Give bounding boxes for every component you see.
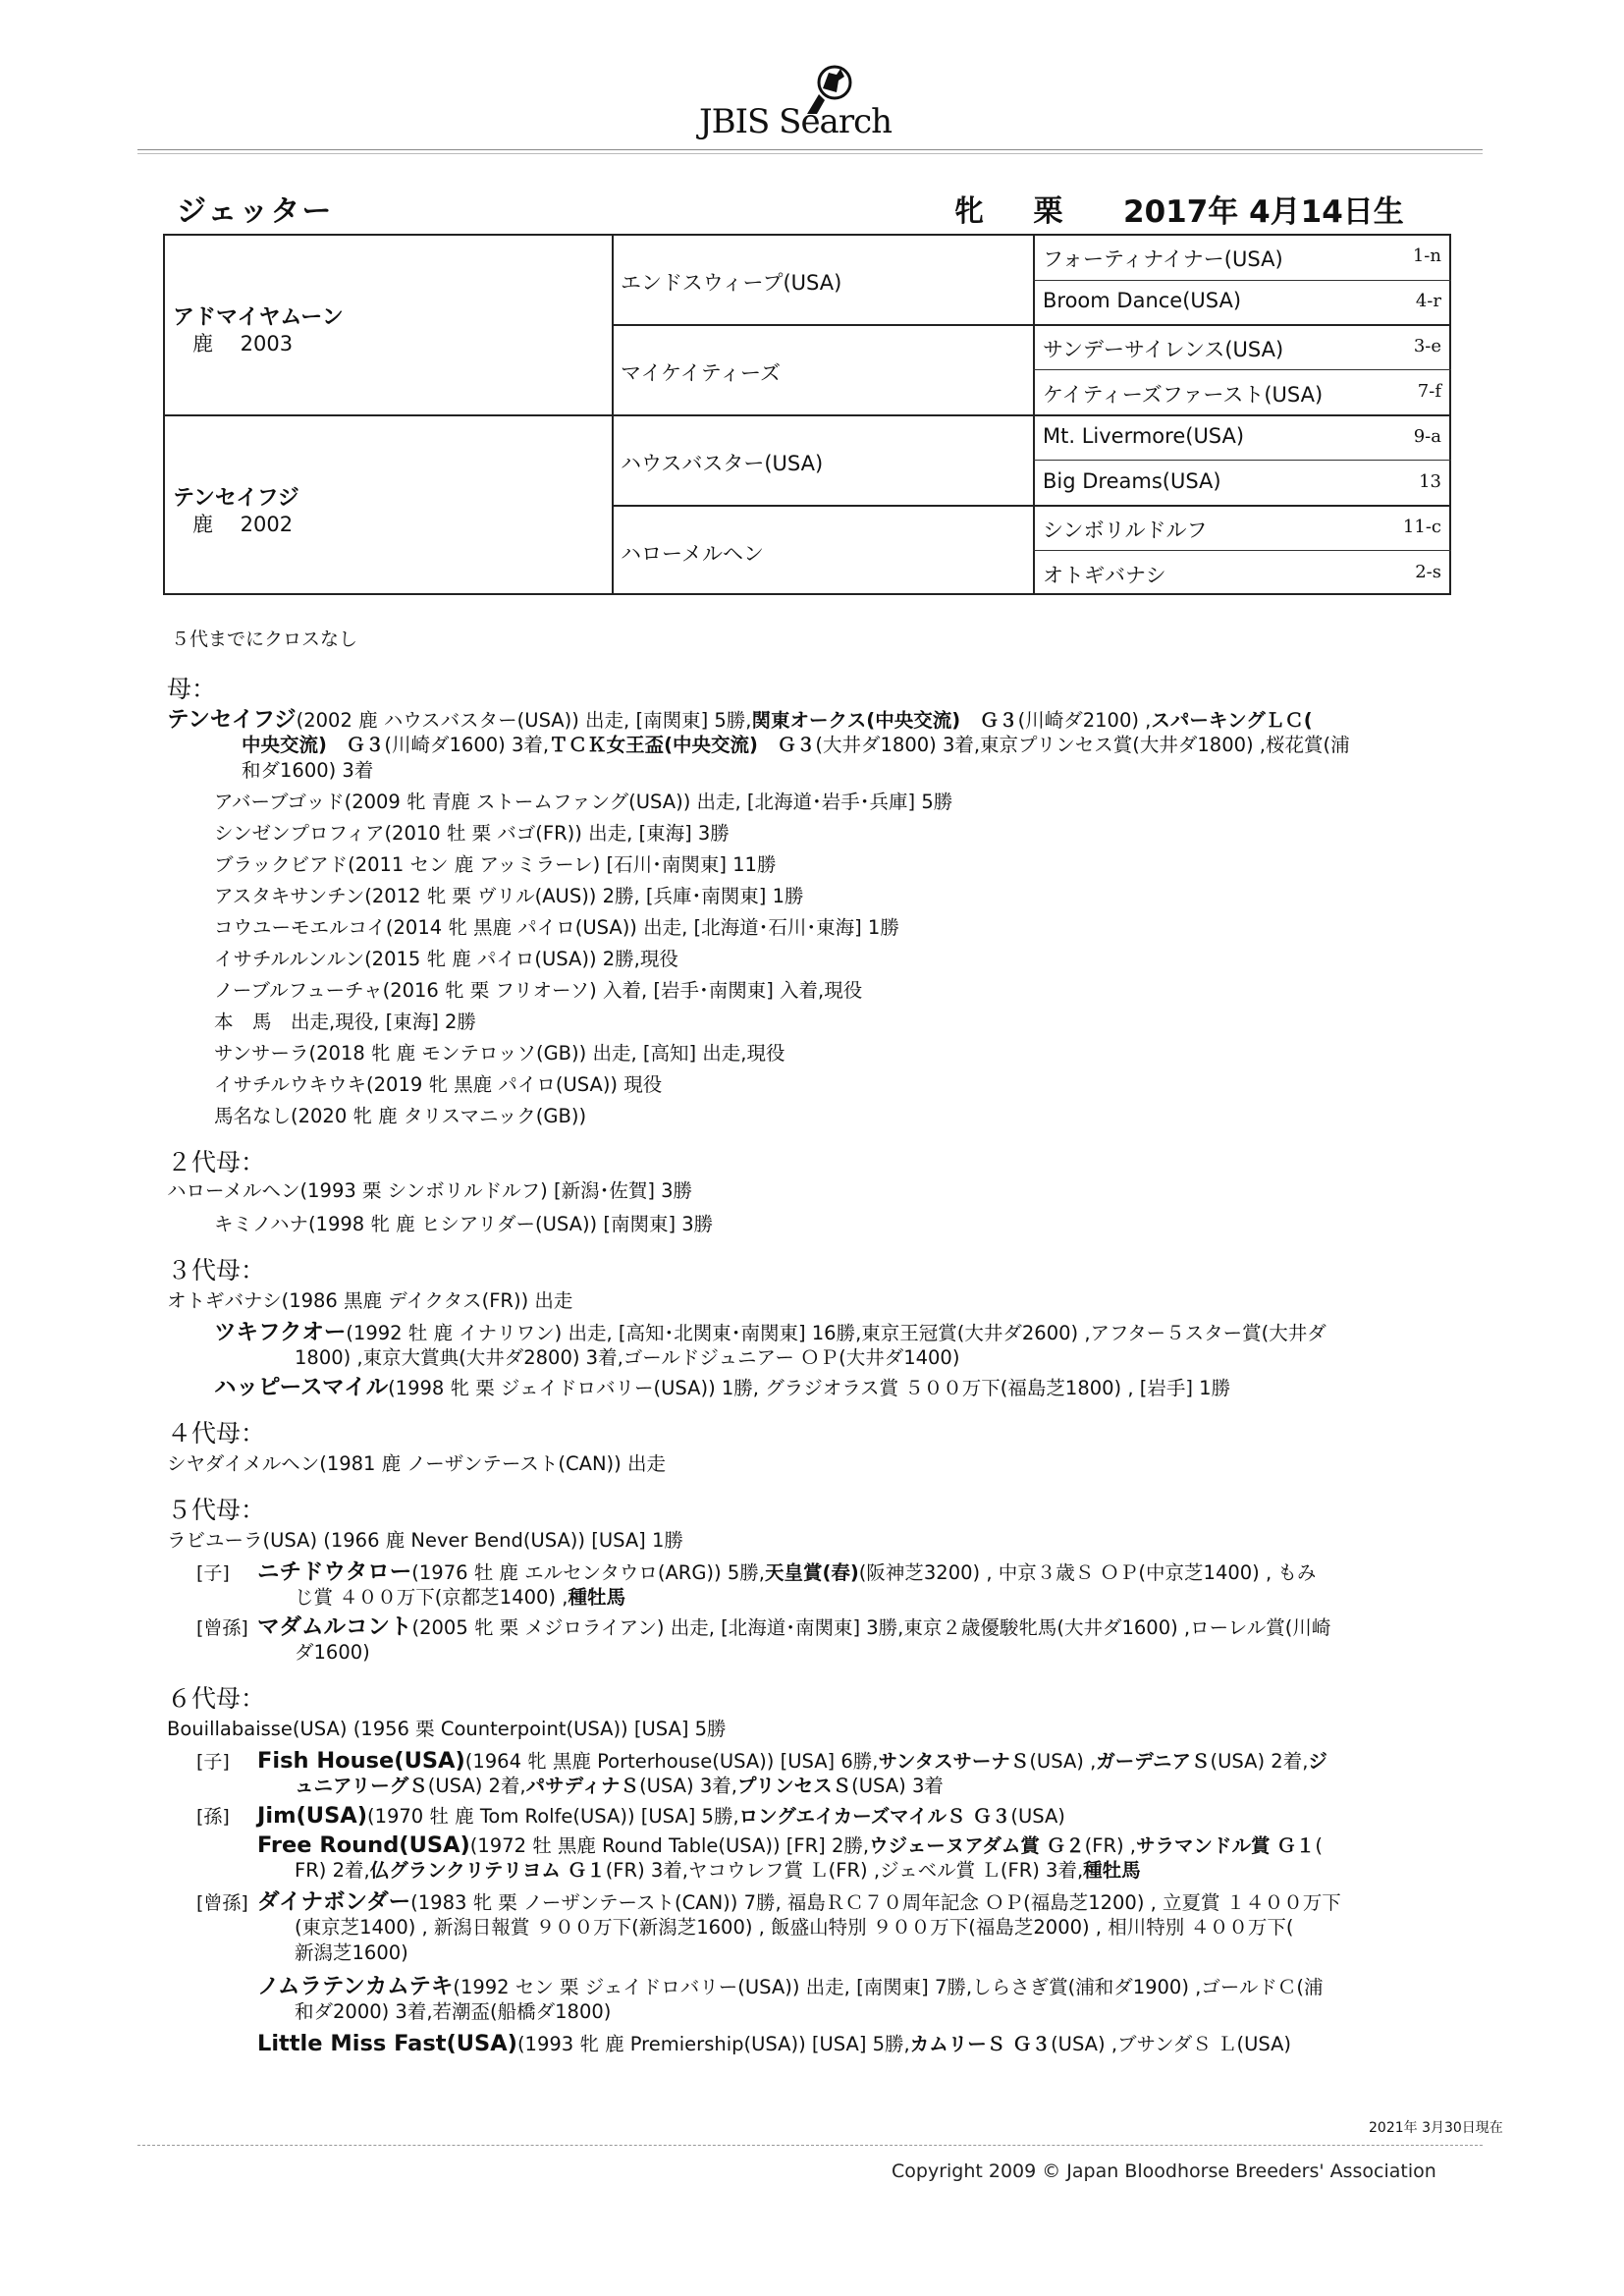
gen3-name: Broom Dance(USA) <box>1043 289 1242 312</box>
dam-record-text: 和ダ1600) 3着 <box>242 759 374 782</box>
row-divider <box>1033 369 1451 370</box>
descendant-name: ツキフクオー <box>214 1320 347 1345</box>
descendant-record: (USA) 3着, <box>639 1775 737 1797</box>
relation-tag: [子] <box>196 1562 230 1584</box>
notable-descendant-cont: 1800) ,東京大賞典(大井ダ2800) 3着,ゴールドジュニアー ＯＰ(大井ダ1400) <box>295 1346 960 1369</box>
relation-tag: [曾孫] <box>196 1617 248 1639</box>
race-name-bold: ＴＣＫ女王盃(中央交流) Ｇ３ <box>549 734 816 756</box>
foal-row: 馬名なし(2020 牝 鹿 タリスマニック(GB)) <box>214 1105 587 1127</box>
foal-row: ブラックビアド(2011 セン 鹿 アッミラーレ) [石川･南関東] 11勝 <box>214 853 777 876</box>
notable-descendant <box>196 1559 1316 1586</box>
race-name-bold: パサディナＳ <box>525 1775 640 1797</box>
gen3-name: オトギバナシ <box>1043 564 1166 587</box>
descendant-record: (2005 牝 栗 メジロライアン) 出走, [北海道･南関東] 3勝,東京２歳優駿牝馬(大井ダ1600) ,ローレル賞(川崎 <box>411 1616 1331 1639</box>
fourth-dam-record: シヤダイメルヘン(1981 鹿 ノーザンテースト(CAN)) 出走 <box>167 1452 666 1475</box>
gen3-name: フォーティナイナー(USA) <box>1043 247 1283 271</box>
gen3-name: ケイティーズファースト(USA) <box>1043 383 1324 407</box>
pedigree-table <box>163 234 1451 595</box>
row-divider <box>1033 280 1451 281</box>
dam-record-cont <box>242 758 373 784</box>
row-divider <box>612 505 1451 507</box>
dam-info: 鹿 2002 <box>192 513 294 536</box>
gen2-sire-sire: エンドスウィープ(USA) <box>621 271 842 295</box>
descendant-record: (1983 牝 栗 ノーザンテースト(CAN)) 7勝, 福島ＲＣ７０周年記念 ＯＰ(福島芝1200) , 立夏賞 １４００万下 <box>410 1891 1341 1914</box>
descendant-record: (1993 牝 鹿 Premiership(USA)) [USA] 5勝, <box>516 2033 910 2055</box>
stallion-label: 種牡馬 <box>1083 1859 1141 1882</box>
section-heading-6th-dam: ６代母： <box>167 1684 266 1713</box>
horse-sex-color: 牝 栗 <box>954 194 1083 229</box>
descendant-record: (USA) 2着, <box>427 1775 526 1797</box>
section-heading-2nd-dam: ２代母： <box>167 1148 266 1176</box>
race-name-bold: サラマンドル賞 Ｇ１ <box>1136 1834 1316 1857</box>
foal-row: サンサーラ(2018 牝 鹿 モンテロッソ(GB)) 出走, [高知] 出走,現役 <box>214 1042 785 1065</box>
gen3-name: シンボリルドルフ <box>1043 519 1208 542</box>
gen2-dam-sire: ハウスバスター(USA) <box>621 452 824 475</box>
relation-tag: [曾孫] <box>196 1892 248 1914</box>
section-heading-5th-dam: ５代母： <box>167 1496 266 1524</box>
foal-row: シンゼンプロフィア(2010 牡 栗 バゴ(FR)) 出走, [東海] 3勝 <box>214 822 730 845</box>
descendant-name: Jim(USA) <box>257 1803 367 1829</box>
gen3-name: Mt. Livermore(USA) <box>1043 424 1245 448</box>
notable-descendant-cont: 新潟芝1600) <box>295 1941 408 1964</box>
sire-info: 鹿 2003 <box>192 332 294 355</box>
notable-descendant <box>196 1889 1341 1916</box>
third-dam-record: オトギバナシ(1986 黒鹿 デイクタス(FR)) 出走 <box>167 1289 573 1312</box>
row-divider <box>1033 550 1451 551</box>
descendant-name: Fish House(USA) <box>257 1748 465 1774</box>
descendant-name: ニチドウタロー <box>257 1559 412 1585</box>
family-line: 1-n <box>1412 246 1441 266</box>
notable-descendant <box>257 1974 1324 2000</box>
family-line: 9-a <box>1413 426 1441 447</box>
relation-tag: [子] <box>196 1751 230 1773</box>
descendant-record: (USA) 2着, <box>1210 1750 1309 1773</box>
section-heading-3rd-dam: ３代母： <box>167 1256 266 1285</box>
race-name-bold: 関東オークス(中央交流) Ｇ３ <box>751 709 1018 732</box>
descendant-record: じ賞 ４００万下(京都芝1400) , <box>295 1586 568 1609</box>
notable-descendant-cont <box>295 1774 944 1799</box>
dam-record-text: (2002 鹿 ハウスバスター(USA)) 出走, [南関東] 5勝, <box>296 709 752 732</box>
family-line: 13 <box>1419 471 1441 492</box>
foal-row-self: 本 馬 出走,現役, [東海] 2勝 <box>214 1011 476 1033</box>
gen2-sire-dam: マイケイティーズ <box>621 361 781 385</box>
notable-descendant <box>196 1614 1330 1641</box>
foal-row: アスタキサンチン(2012 牝 栗 ヴリル(AUS)) 2勝, [兵庫･南関東] 1勝 <box>214 885 804 907</box>
row-divider <box>1033 460 1451 461</box>
row-divider <box>612 324 1451 326</box>
header-rule <box>137 149 1483 150</box>
descendant-record: (1972 牡 黒鹿 Round Table(USA)) [FR] 2勝, <box>469 1834 870 1857</box>
second-dam-record: ハローメルヘン(1993 栗 シンボリルドルフ) [新潟･佐賀] 3勝 <box>167 1179 693 1202</box>
dam-record-text: (大井ダ1800) 3着,東京プリンセス賞(大井ダ1800) ,桜花賞(浦 <box>815 734 1350 756</box>
descendant-name: Little Miss Fast(USA) <box>257 2031 517 2056</box>
descendant-record: (USA) ,ブサンダＳ Ｌ(USA) <box>1051 2033 1292 2055</box>
notable-descendant <box>196 1748 1327 1775</box>
sire-name: アドマイヤムーン <box>173 305 344 330</box>
dam-record-cont <box>242 733 1350 758</box>
inbreeding-note: ５代までにクロスなし <box>171 629 358 650</box>
notable-descendant <box>214 1320 1326 1346</box>
descendant-record: (1976 牡 鹿 エルセンタウロ(ARG)) 5勝, <box>411 1561 765 1584</box>
race-name-bold: 天皇賞(春) <box>764 1561 859 1584</box>
foal-row: イサチルルンルン(2015 牝 鹿 パイロ(USA)) 2勝,現役 <box>214 948 678 970</box>
descendant-name: ハッピースマイル <box>214 1375 389 1400</box>
descendant-record: (FR) , <box>1084 1834 1137 1857</box>
family-line: 2-s <box>1415 562 1441 582</box>
descendant-record: ( <box>1315 1834 1323 1857</box>
horse-birth-date: 2017年 4月14日生 <box>1123 194 1404 230</box>
descendant-record: (USA) , <box>1029 1750 1097 1773</box>
descendant-record: (1964 牝 黒鹿 Porterhouse(USA)) [USA] 6勝, <box>464 1750 879 1773</box>
foal-row: コウユーモエルコイ(2014 牝 黒鹿 パイロ(USA)) 出走, [北海道･石川･東海] 1勝 <box>214 916 899 939</box>
notable-descendant <box>214 1375 1230 1401</box>
descendant-record: (1970 牡 鹿 Tom Rolfe(USA)) [USA] 5勝, <box>366 1805 739 1828</box>
family-line: 11-c <box>1402 517 1441 537</box>
descendant-record: (1998 牝 栗 ジェイドロバリー(USA)) 1勝, グラジオラス賞 ５００万下(福島芝1800) , [岩手] 1勝 <box>388 1377 1231 1399</box>
jbis-search-logo <box>699 59 954 149</box>
fifth-dam-record: ラビユーラ(USA) (1966 鹿 Never Bend(USA)) [USA] 1勝 <box>167 1529 683 1552</box>
family-line: 7-f <box>1417 381 1441 402</box>
race-name-bold: ウジェーヌアダム賞 Ｇ２ <box>869 1834 1085 1857</box>
section-heading-dam: 母： <box>167 675 217 703</box>
stallion-label: 種牡馬 <box>568 1586 625 1609</box>
dam-record <box>167 707 1313 734</box>
notable-descendant-cont: (東京芝1400) , 新潟日報賞 ９００万下(新潟芝1600) , 飯盛山特別 ９００万下(福島芝2000) , 相川特別 ４００万下( <box>295 1916 1294 1939</box>
notable-descendant-cont: 和ダ2000) 3着,若潮盃(船橋ダ1800) <box>295 2000 612 2023</box>
row-divider <box>165 414 1451 416</box>
foal-row: ノーブルフューチャ(2016 牝 栗 フリオーソ) 入着, [岩手･南関東] 入着,現役 <box>214 979 863 1002</box>
race-name-bold: ガーデニアＳ <box>1096 1750 1211 1773</box>
foal-row: イサチルウキウキ(2019 牝 黒鹿 パイロ(USA)) 現役 <box>214 1073 663 1096</box>
relation-tag: [孫] <box>196 1806 230 1828</box>
sixth-dam-record: Bouillabaisse(USA) (1956 栗 Counterpoint(USA)) [USA] 5勝 <box>167 1718 727 1740</box>
race-name-bold: ジ <box>1308 1750 1327 1773</box>
notable-descendant <box>257 1832 1323 1859</box>
dam-name: テンセイフジ <box>173 486 299 511</box>
family-line: 4-r <box>1415 291 1441 311</box>
notable-descendant <box>257 2031 1291 2057</box>
descendant-name: Free Round(USA) <box>257 1832 470 1858</box>
header-rule-thin <box>137 153 1483 154</box>
foal-row: アバーブゴッド(2009 牝 青鹿 ストームファング(USA)) 出走, [北海道･岩手･兵庫] 5勝 <box>214 791 953 813</box>
race-name-bold: 仏グランクリテリヨム Ｇ１ <box>369 1859 606 1882</box>
copyright-notice: Copyright 2009 © Japan Bloodhorse Breeders' Association <box>892 2160 1436 2182</box>
race-name-bold: ュニアリーグＳ <box>295 1775 428 1797</box>
gen2-dam-dam: ハローメルヘン <box>621 542 764 566</box>
race-name-bold: ロングエイカーズマイルＳ Ｇ３ <box>738 1805 1011 1828</box>
notable-descendant-cont: ダ1600) <box>295 1641 370 1664</box>
footer-rule <box>137 2145 1483 2146</box>
horse-name: ジェッター <box>177 194 334 229</box>
notable-descendant <box>196 1803 1065 1830</box>
race-name-bold: カムリーＳ Ｇ３ <box>909 2033 1052 2055</box>
race-name-bold: サンタスサーナＳ <box>878 1750 1030 1773</box>
logo-text: JBIS Search <box>699 102 893 141</box>
as-of-date: 2021年 3月30日現在 <box>1369 2120 1503 2136</box>
descendant-record: (USA) 3着 <box>851 1775 944 1797</box>
notable-descendant-cont <box>295 1585 625 1611</box>
descendant-record: (1992 牡 鹿 イナリワン) 出走, [高知･北関東･南関東] 16勝,東京王冠賞(大井ダ2600) ,アフター５スター賞(大井ダ <box>346 1322 1326 1344</box>
descendant-record: FR) 2着, <box>295 1859 370 1882</box>
family-line: 3-e <box>1413 336 1441 356</box>
descendant-record: (阪神芝3200) , 中京３歳Ｓ ＯＰ(中京芝1400) , もみ <box>858 1561 1317 1584</box>
descendant-name: マダムルコント <box>257 1614 412 1640</box>
race-name-bold: 中央交流) Ｇ３ <box>242 734 385 756</box>
race-name-bold: プリンセスＳ <box>736 1775 852 1797</box>
descendant-name: ダイナボンダー <box>257 1889 411 1915</box>
dam-record-text: (川崎ダ2100) , <box>1017 709 1152 732</box>
race-name-bold: スパーキングＬＣ( <box>1151 709 1313 732</box>
dam-name: テンセイフジ <box>167 707 297 733</box>
descendant-record: (FR) 3着,ヤコウレフ賞 Ｌ(FR) ,ジェベル賞 Ｌ(FR) 3着, <box>605 1859 1084 1882</box>
foal-row: キミノハナ(1998 牝 鹿 ヒシアリダー(USA)) [南関東] 3勝 <box>214 1213 714 1235</box>
descendant-name: ノムラテンカムテキ <box>257 1974 454 1999</box>
descendant-record: (1992 セン 栗 ジェイドロバリー(USA)) 出走, [南関東] 7勝,しらさぎ賞(浦和ダ1900) ,ゴールドＣ(浦 <box>453 1976 1324 1998</box>
section-heading-4th-dam: ４代母： <box>167 1419 266 1448</box>
descendant-record: (USA) <box>1010 1805 1065 1828</box>
notable-descendant-cont <box>295 1858 1141 1884</box>
dam-record-text: (川崎ダ1600) 3着, <box>384 734 550 756</box>
gen3-name: サンデーサイレンス(USA) <box>1043 338 1284 361</box>
gen3-name: Big Dreams(USA) <box>1043 469 1221 493</box>
